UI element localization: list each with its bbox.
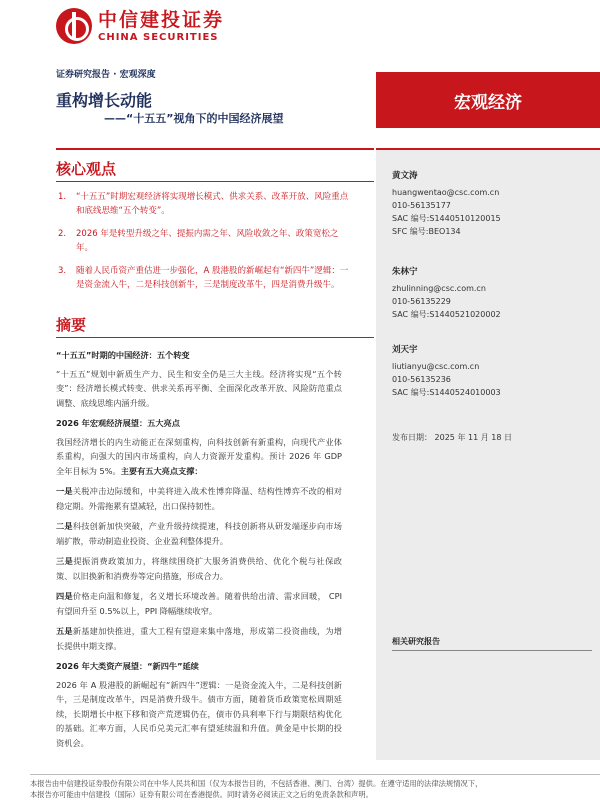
core-views-heading: 核心观点 [56,160,117,178]
analyst-card [392,344,501,399]
analyst-sac: SAC 编号:S1440510120015 [392,214,501,223]
related-reports-divider [392,650,592,651]
summary-subheading: 2026 年宏观经济展望：五大亮点 [56,418,180,428]
highlight-text: 价格走向温和修复，名义增长环境改善。随着供给出清、需求回暖， CPI 有望回升至 0.5%以上，PPI 降幅继续收窄。 [56,591,342,616]
summary-paragraph-text: 我国经济增长的内生动能正在深刻重构，向科技创新有新重构，向现代产业体系重构，向强大的国内市场重构，向人力资源开发重构。预计 2026 年 GDP 全年目标为 5%。 [56,436,342,476]
core-view-number: 2. [58,229,67,239]
logo-name-en: CHINA SECURITIES [98,31,219,43]
analyst-sfc: SFC 编号:BEO134 [392,227,461,236]
core-views-divider [56,181,374,182]
company-logo [56,8,224,44]
footer-divider [30,774,600,775]
analyst-email[interactable]: huangwentao@csc.com.cn [392,188,500,197]
core-view-number: 3. [58,266,67,276]
highlight-text: 新基建加快推进，重大工程有望迎来集中落地，形成第二投资曲线，为增长提供中期支撑。 [56,626,342,651]
analyst-name: 黄文涛 [392,171,418,181]
core-view-item [56,264,352,292]
publish-date: 发布日期： 2025 年 11 月 18 日 [392,433,512,442]
highlight-text: 关税冲击边际缓和，中美将进入战术性博弈降温、结构性博弈不改的相对稳定期。外需拖累有望减轻，出口保持韧性。 [56,486,342,511]
analyst-name: 刘天宇 [392,345,418,355]
footer-line: 本报告由中信建投证券股份有限公司在中华人民共和国（仅为本报告目的，不包括香港、澳门、台湾）提供。在遵守适用的法律法规情况下， [30,779,483,788]
core-view-text: 随着人民币资产重估进一步强化，A 股港股的新崛起有“新四牛”逻辑：一是资金流入牛，二是科技创新牛，三是制度改革牛，四是消费升级牛。 [76,266,349,290]
highlight-text: 提振消费政策加力，将继续围绕扩大服务消费供给、优化个税与社保政策、以旧换新和消费券等定向措施，形成合力。 [56,556,342,581]
core-views-list [56,190,352,301]
header-divider-left [56,148,374,150]
summary-paragraph [56,435,342,479]
analyst-name: 朱林宁 [392,267,418,277]
analyst-email[interactable]: zhulinning@csc.com.cn [392,284,486,293]
analyst-phone: 010-56135229 [392,297,451,306]
highlight-item [56,484,342,513]
summary-paragraph: “十五五”规划中新质生产力、民生和安全仍是三大主线。经济将实现“五个转变”：经济增长模式转变、供求关系再平衡、全面深化改革开放、风险防范重点调整、底线思维内涵升级。 [56,368,342,408]
core-view-item [56,227,352,255]
highlight-lead: 三是 [56,556,74,566]
highlight-item [56,554,342,583]
sidebar-panel [376,150,600,760]
highlight-item [56,589,342,618]
summary-divider [56,337,374,338]
report-subtitle: ——“十五五”视角下的中国经济展望 [104,112,284,125]
highlight-lead: 五是 [56,626,73,636]
highlight-item [56,624,342,653]
analyst-card [392,170,501,238]
summary-subheading: 2026 年大类资产展望：“新四牛”延续 [56,661,199,671]
footer-line: 本报告亦可能由中信建投（国际）证券有限公司在香港提供。同时请务必阅读正文之后的免责条款和声明。 [30,790,373,799]
analyst-sac: SAC 编号:S1440521020002 [392,310,501,319]
analyst-email[interactable]: liutianyu@csc.com.cn [392,362,480,371]
highlight-text: 科技创新加快突破，产业升级持续提速，科技创新将从研发端逐步向市场端扩散，带动制造业投资、企业盈利整体提升。 [56,521,342,546]
footer-disclaimer [30,778,600,800]
highlight-lead: 一是 [56,486,73,496]
category-badge: 宏观经济 [376,72,600,128]
core-view-text: 2026 年是转型升级之年、提振内需之年、风险收敛之年、政策宽松之年。 [76,229,339,253]
report-title: 重构增长动能 [56,91,153,110]
related-reports-heading: 相关研究报告 [392,637,440,646]
highlight-lead: 四是 [56,591,73,601]
summary-paragraph: 2026 年 A 股港股的新崛起有“新四牛”逻辑：一是资金流入牛，二是科技创新牛，三是制度改革牛，四是消费升级牛。债市方面，随着货币政策宽松周期延续，长期增长中枢下移和资产荒逻辑仍在，债市仍具利率下行与期限结构优化的基础。汇率方面，人民币兑美元汇率有望延续温和升值。黄金是中长期的投资机会。 [56,679,342,748]
summary-subheading: “十五五”时期的中国经济：五个转变 [56,350,190,360]
core-view-item [56,190,352,218]
report-type: 证券研究报告 · 宏观深度 [56,70,156,80]
highlight-lead: 二是 [56,521,73,531]
summary-paragraph-emphasis: 主要有五大亮点支撑： [120,465,203,476]
analyst-sac: SAC 编号:S1440524010003 [392,388,501,397]
highlight-item [56,519,342,548]
analyst-phone: 010-56135177 [392,201,451,210]
logo-name-cn: 中信建投证券 [98,8,225,31]
summary-body [56,348,342,756]
summary-heading: 摘要 [56,316,87,334]
logo-mark-icon [56,8,92,44]
core-view-number: 1. [58,192,67,202]
analyst-card [392,266,501,321]
core-view-text: “十五五”时期宏观经济将实现增长模式、供求关系、改革开放、风险重点和底线思维“五个转变”。 [76,192,349,216]
analyst-phone: 010-56135236 [392,375,451,384]
